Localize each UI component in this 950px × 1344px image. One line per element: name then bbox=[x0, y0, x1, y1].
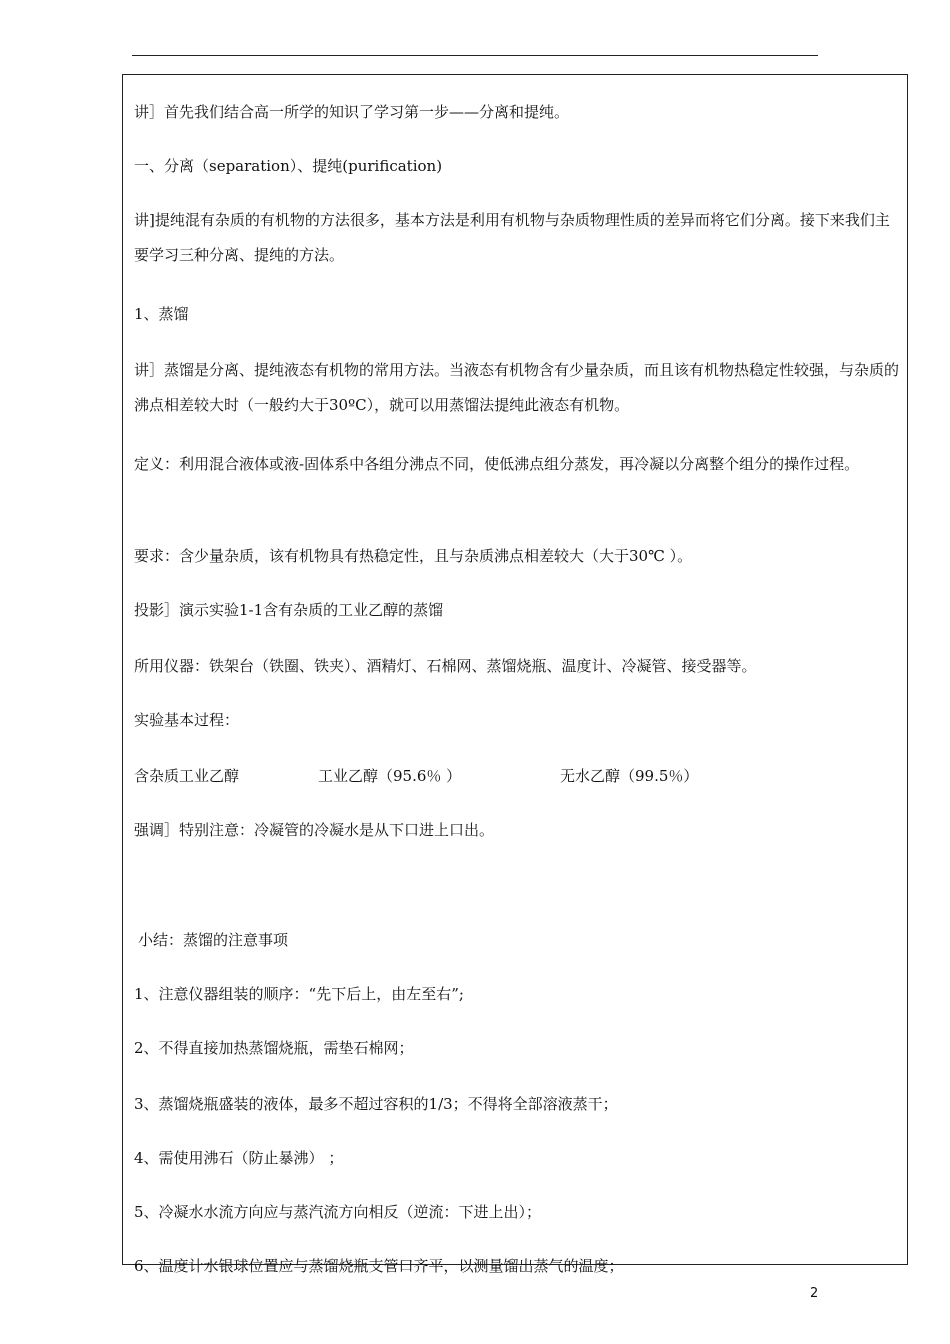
list-item: 4、需使用沸石（防止暴沸） ； bbox=[134, 1149, 344, 1167]
paragraph-distillation: 讲］蒸馏是分离、提纯液态有机物的常用方法。当液态有机物含有少量杂质，而且该有机物热稳定性较强，与杂质的沸点相差较大时（一般约大于30ºC），就可以用蒸馏法提纯此液态有机物。 bbox=[134, 361, 900, 414]
paragraph-emphasis: 强调］特别注意：冷凝管的冷凝水是从下口进上口出。 bbox=[134, 821, 495, 839]
paragraph-requirements: 要求：含少量杂质，该有机物具有热稳定性，且与杂质沸点相差较大（大于30℃ ）。 bbox=[134, 547, 693, 565]
list-item: 1、注意仪器组装的顺序：“先下后上，由左至右”; bbox=[134, 985, 464, 1003]
section-heading-separation: 一、分离（separation）、提纯(purification) bbox=[134, 157, 443, 175]
list-item: 3、蒸馏烧瓶盛装的液体，最多不超过容积的1/3；不得将全部溶液蒸干； bbox=[134, 1095, 618, 1113]
paragraph-definition: 定义：利用混合液体或液-固体系中各组分沸点不同，使低沸点组分蒸发，再冷凝以分离整个组分的操作过程。 bbox=[134, 455, 860, 473]
list-item: 5、冷凝水水流方向应与蒸汽流方向相反（逆流：下进上出）； bbox=[134, 1203, 542, 1221]
paragraph-intro: 讲］首先我们结合高一所学的知识了学习第一步——分离和提纯。 bbox=[134, 103, 570, 121]
header-rule bbox=[132, 55, 818, 56]
content-frame bbox=[122, 74, 908, 1275]
paragraph-instruments: 所用仪器：铁架台（铁圈、铁夹）、酒精灯、石棉网、蒸馏烧瓶、温度计、冷凝管、接受器等。 bbox=[134, 657, 757, 675]
paragraph-process-label: 实验基本过程： bbox=[134, 711, 240, 729]
subheading-distillation: 1、蒸馏 bbox=[134, 305, 189, 323]
paragraph-projection: 投影］演示实验1-1含有杂质的工业乙醇的蒸馏 bbox=[134, 601, 444, 619]
page-number: 2 bbox=[810, 1286, 819, 1301]
list-item: 6、温度计水银球位置应与蒸馏烧瓶支管口齐平，以测量馏出蒸气的温度； bbox=[134, 1257, 624, 1275]
process-step-anhydrous: 无水乙醇（99.5％） bbox=[560, 767, 699, 785]
paragraph-methods: 讲]提纯混有杂质的有机物的方法很多，基本方法是利用有机物与杂质物理性质的差异而将它们分离。接下来我们主要学习三种分离、提纯的方法。 bbox=[134, 211, 890, 264]
list-item: 2、不得直接加热蒸馏烧瓶，需垫石棉网； bbox=[134, 1039, 414, 1057]
summary-heading: 小结：蒸馏的注意事项 bbox=[138, 931, 289, 949]
process-step-industrial: 工业乙醇（95.6％ ） bbox=[318, 767, 462, 785]
process-step-crude: 含杂质工业乙醇 bbox=[134, 767, 240, 785]
